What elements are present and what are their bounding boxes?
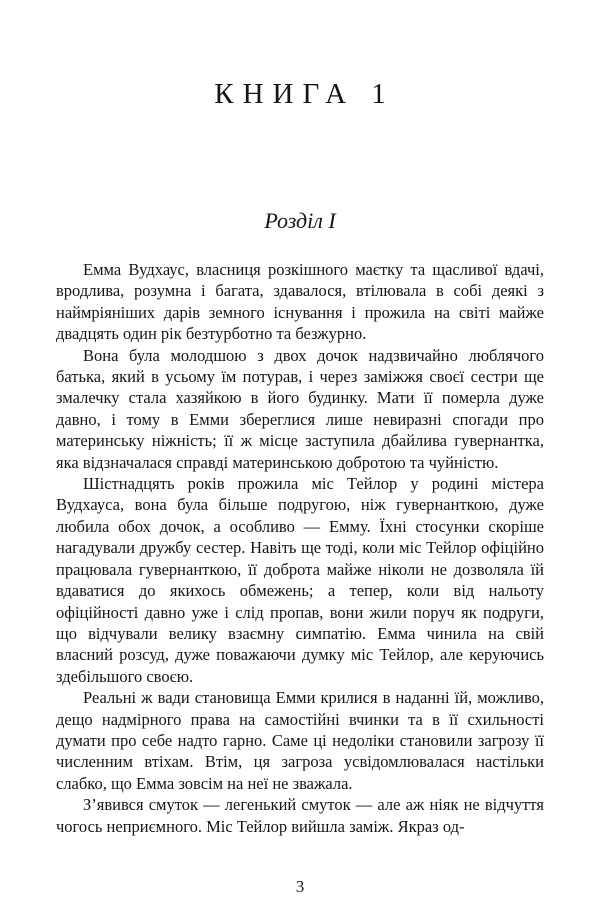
paragraph: Шістнадцять років прожила міс Тейлор у родині містера Вудхауса, вона була більше подругою, ніж гувернанткою, дуже любила обох дочок, а особливо — Емму. Їхні стосунки скоріше нагадували дружбу сестер. Навіть ще тоді, коли міс Тейлор офіційно працювала гувернанткою, її доброта майже ніколи не дозволяла їй вдаватися до якихось обмежень; а тепер, коли від нальоту офіційності давно уже і слід пропав, вони жили поруч як подруги, що відчували велику взаємну симпатію. Емма чинила на свій власний розсуд, дуже поважаючи думку міс Тейлор, але керуючись здебільшого своєю. [56, 474, 544, 686]
paragraph: Реальні ж вади становища Емми крилися в наданні їй, можливо, дещо надмірного права на самостійні вчинки та в її схильності думати про себе надто гарно. Саме ці недоліки становили загрозу її численним втіхам. Втім, ця загроза усвідомлювалася настільки слабко, що Емма зовсім на неї не зважала. [56, 688, 544, 793]
paragraph: Вона була молодшою з двох дочок надзвичайно люблячого батька, який в усьому їм потурав, і через заміжжя своєї сестри ще змалечку стала хазяйкою в його будинку. Мати її померла дуже давно, і тому в Емми збереглися лише невиразні спогади про материнську ніжність; її ж місце заступила дбайлива гувернантка, яка відзначалася справді материнською добротою та чуйністю. [56, 345, 544, 472]
chapter-title: Розділ I [264, 208, 336, 233]
book-title: КНИГА 1 [214, 78, 395, 110]
page-number: 3 [295, 877, 305, 896]
paragraph: З’явився смуток — легенький смуток — але аж ніяк не відчуття чогось неприємного. Міс Тейлор вийшла заміж. Якраз од- [56, 795, 544, 836]
body-text [56, 259, 544, 837]
paragraph: Емма Вудхаус, власниця розкішного маєтку та щасливої вдачі, вродлива, розумна і багата, здавалося, втілювала в собі деякі з наймріяніших дарів земного існування і прожила на світі майже двадцять один рік безтурботно та безжурно. [56, 260, 544, 344]
